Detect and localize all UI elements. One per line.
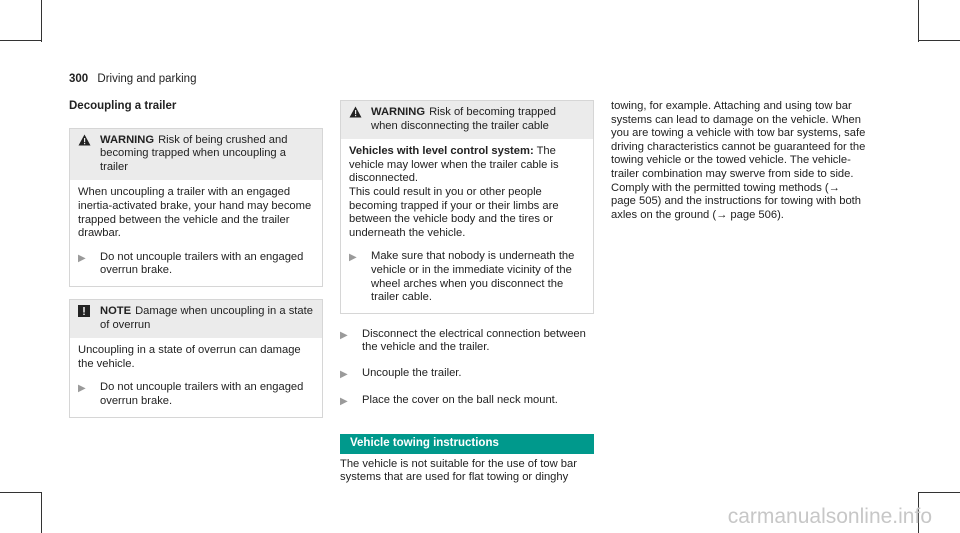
- step-text: Do not uncouple trailers with an engaged overrun brake.: [100, 250, 304, 277]
- crop-mark: [41, 0, 42, 42]
- warning-box: [340, 100, 594, 314]
- crop-mark: [0, 40, 42, 41]
- warning-box: [69, 128, 323, 287]
- play-arrow-icon: ▶: [78, 252, 86, 264]
- subheading: Vehicles with level control system:: [349, 145, 534, 158]
- note-header: [70, 300, 322, 338]
- play-arrow-icon: ▶: [349, 252, 357, 264]
- note-body: Uncoupling in a state of overrun can damage the vehicle.: [78, 344, 301, 370]
- warning-title: Risk of becoming trapped when disconnecting the trailer cable: [371, 106, 556, 132]
- section-heading: Decoupling a trailer: [69, 100, 177, 112]
- subheading-text: The vehicle may lower when the trailer cable is disconnected.: [349, 145, 559, 185]
- column-2: [340, 100, 594, 485]
- warning-triangle-icon: [78, 134, 100, 175]
- instruction-step: [78, 381, 314, 408]
- instruction-step: [340, 328, 594, 355]
- body-text: The vehicle is not suitable for the use of tow bar systems that are used for flat towing or dinghy: [340, 457, 577, 484]
- note-box: [69, 299, 323, 418]
- crop-mark: [41, 492, 42, 533]
- watermark: carmanualsonline.info: [727, 505, 932, 528]
- page-header: [69, 73, 196, 85]
- warning-label: WARNING: [371, 106, 426, 118]
- warning-body: When uncoupling a trailer with an engaged inertia-activated brake, your hand may become trapped between the vehicle and the trailer drawbar.: [78, 186, 312, 240]
- step-text: Do not uncouple trailers with an engaged overrun brake.: [100, 381, 304, 407]
- step-text: Uncouple the trailer.: [362, 366, 462, 379]
- crop-mark: [918, 492, 960, 493]
- warning-triangle-icon: [349, 106, 371, 133]
- instruction-step: [340, 367, 594, 382]
- column-3: [611, 100, 866, 222]
- crop-mark: [918, 40, 960, 41]
- crop-mark: [0, 492, 42, 493]
- instruction-step: [349, 250, 585, 304]
- warning-header: [70, 129, 322, 181]
- note-exclamation-icon: [78, 305, 100, 332]
- warning-label: WARNING: [100, 133, 155, 146]
- page-number: 300: [69, 73, 89, 85]
- warning-body: This could result in you or other people becoming trapped if your or their limbs are between the vehicle body and the tires or underneath the vehicle.: [349, 185, 559, 239]
- step-text: Disconnect the electrical connection between the vehicle and the trailer.: [362, 327, 586, 354]
- crop-mark: [918, 0, 919, 42]
- play-arrow-icon: ▶: [340, 395, 348, 407]
- instruction-step: [78, 251, 314, 278]
- section-title: Driving and parking: [97, 73, 197, 85]
- instruction-step: [340, 394, 594, 409]
- warning-header: [341, 101, 593, 139]
- body-text: towing, for example. Attaching and using tow bar systems can lead to damage on the vehicle. When you are towing a vehicle with tow bar systems, safe driving characteristics cannot be guaranteed for the towing vehicle or the towed vehicle. The vehicle-trailer combination may swerve from side to side. Comply with the permitted towing methods (→ page 505) and the instructions for towing with both axles on the ground (→ page 506).: [611, 100, 866, 221]
- play-arrow-icon: ▶: [78, 383, 86, 395]
- step-text: Place the cover on the ball neck mount.: [362, 393, 558, 406]
- play-arrow-icon: ▶: [340, 329, 348, 341]
- step-text: Make sure that nobody is underneath the vehicle or in the immediate vicinity of the wheel arches when you disconnect the trailer cable.: [371, 250, 575, 304]
- note-label: NOTE: [100, 304, 132, 317]
- column-1: [69, 100, 323, 430]
- play-arrow-icon: ▶: [340, 368, 348, 380]
- section-heading-bar: Vehicle towing instructions: [340, 434, 594, 454]
- warning-title: Risk of being crushed and becoming trapped when uncoupling a trailer: [100, 133, 288, 173]
- note-title: Damage when uncoupling in a state of overrun: [100, 304, 313, 331]
